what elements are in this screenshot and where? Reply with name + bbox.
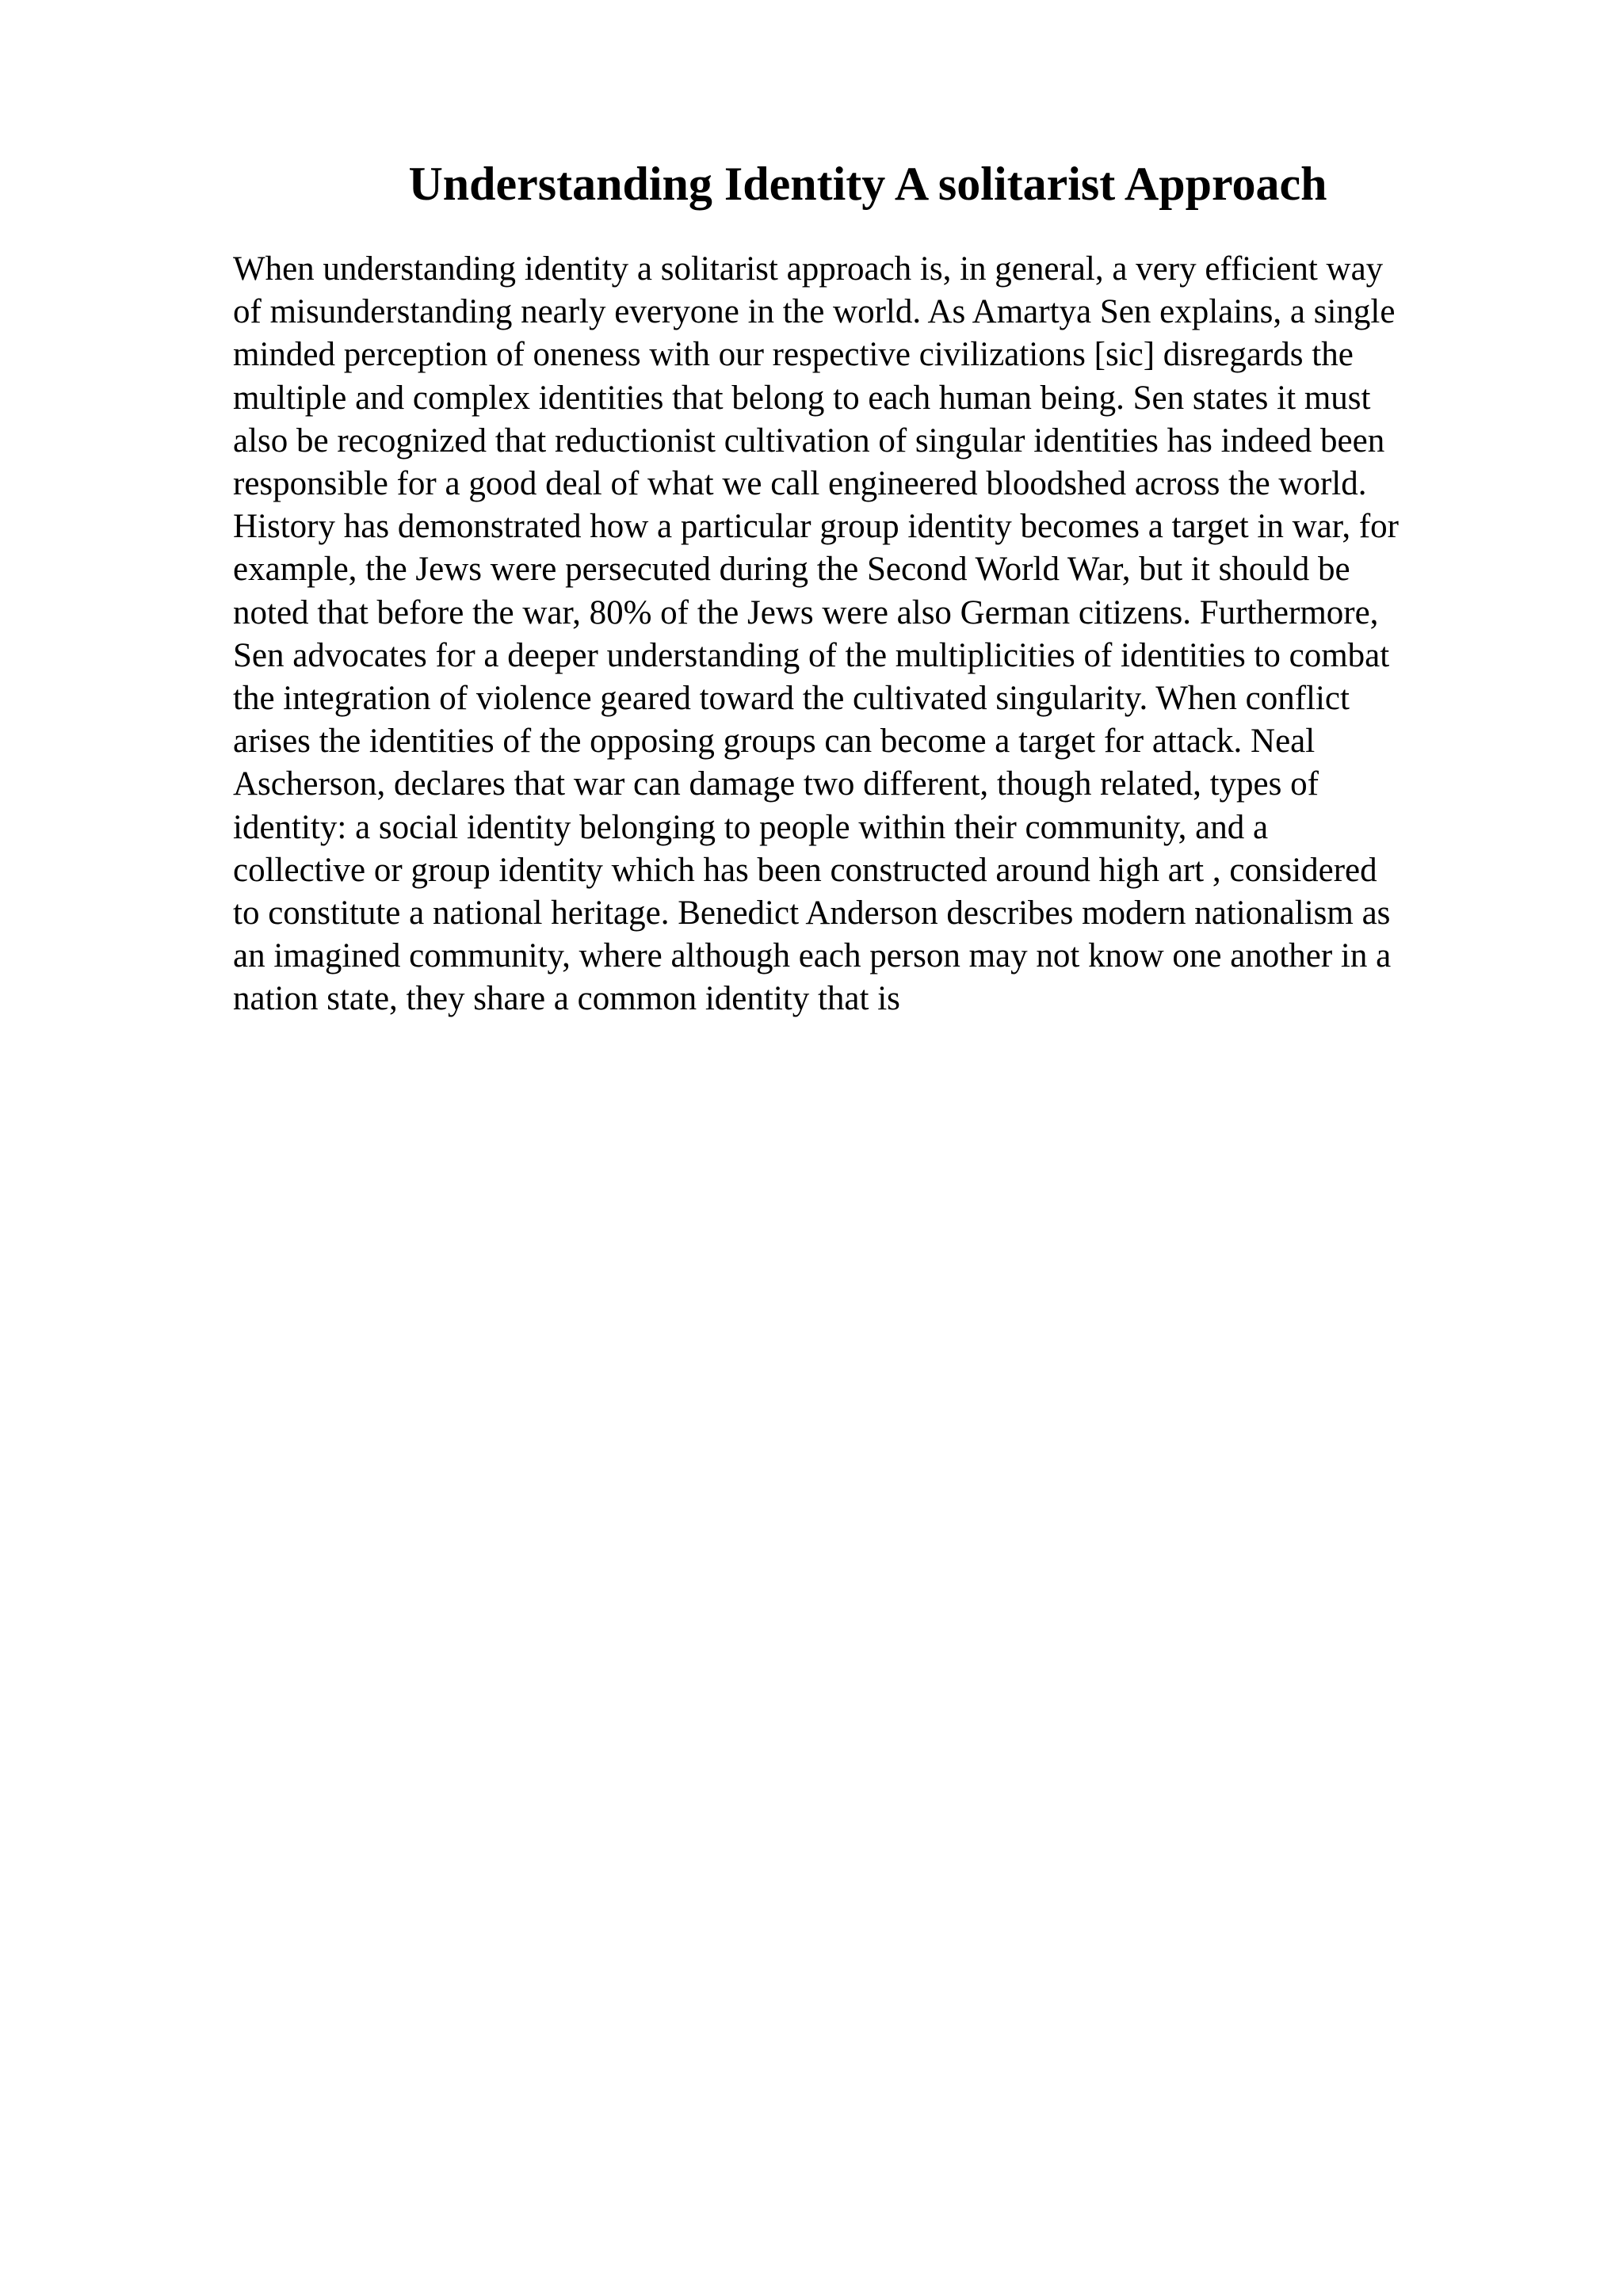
body-line: identity: a social identity belonging to people within their community, and a xyxy=(233,808,1269,846)
body-line: Sen advocates for a deeper understanding of the multiplicities of identities to combat xyxy=(233,636,1390,674)
body-line: arises the identities of the opposing groups can become a target for attack. Neal xyxy=(233,723,1316,761)
body-line: the integration of violence geared toward the cultivated singularity. When conflict xyxy=(233,680,1350,718)
body-line: example, the Jews were persecuted during the Second World War, but it should be xyxy=(233,551,1350,589)
body-line: collective or group identity which has been constructed around high art , considered xyxy=(233,851,1377,889)
body-line: noted that before the war, 80% of the Jews were also German citizens. Furthermore, xyxy=(233,593,1379,631)
body-line: nation state, they share a common identity that is xyxy=(233,980,900,1018)
body-line: History has demonstrated how a particular group identity becomes a target in war, for xyxy=(233,508,1399,546)
body-line: also be recognized that reductionist cultivation of singular identities has indeed been xyxy=(233,421,1385,460)
document-body xyxy=(233,248,1517,1021)
body-line: When understanding identity a solitarist approach is, in general, a very efficient way xyxy=(233,250,1384,288)
body-line: to constitute a national heritage. Benedict Anderson describes modern nationalism as xyxy=(233,894,1391,933)
body-line: responsible for a good deal of what we call engineered bloodshed across the world. xyxy=(233,465,1367,503)
body-line: Ascherson, declares that war can damage two different, though related, types of xyxy=(233,765,1319,803)
document-title: Understanding Identity A solitarist Approach xyxy=(408,158,1327,210)
body-line: minded perception of oneness with our respective civilizations [sic] disregards the xyxy=(233,336,1354,374)
body-line: of misunderstanding nearly everyone in the world. As Amartya Sen explains, a single xyxy=(233,293,1396,331)
body-line: an imagined community, where although each person may not know one another in a xyxy=(233,937,1392,975)
body-line: multiple and complex identities that belong to each human being. Sen states it must xyxy=(233,379,1371,417)
